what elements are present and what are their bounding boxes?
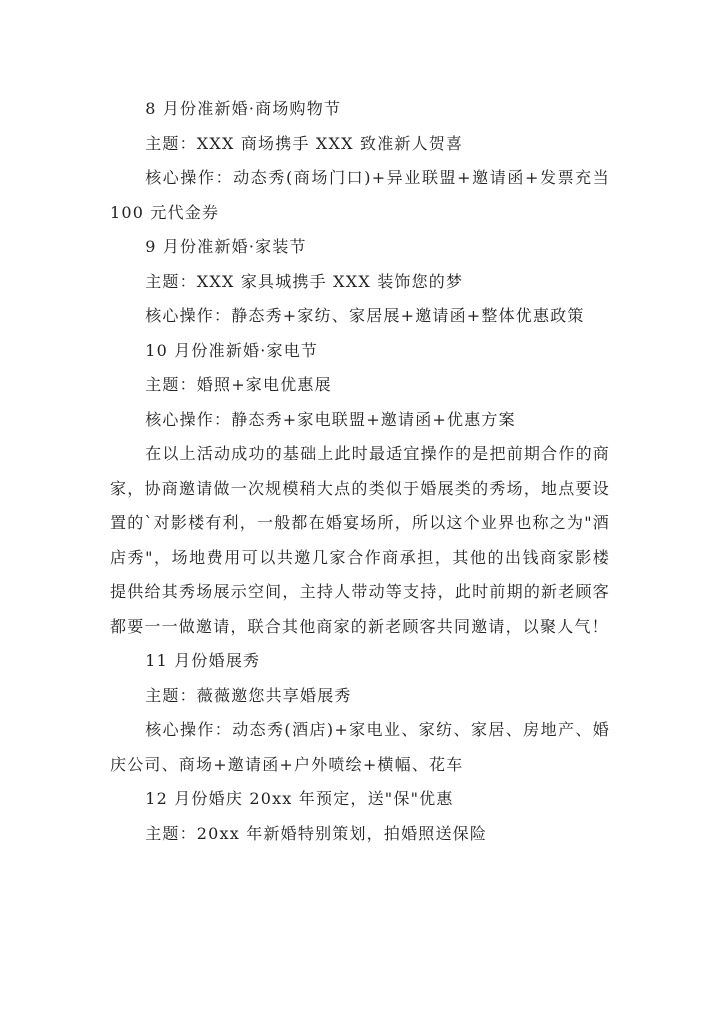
heading-august: 8 月份准新婚·商场购物节	[145, 99, 342, 118]
theme-august: 主题：XXX 商场携手 XXX 致准新人贺喜	[145, 133, 464, 153]
core-operation-november: 核心操作：动态秀(酒店)+家电业、家纺、家居、房地产、婚庆公司、商场+邀请函+户外喷绘+横幅、花车	[110, 720, 610, 774]
heading-december: 12 月份婚庆 20xx 年预定，送"保"优惠	[145, 789, 454, 808]
document-body	[110, 92, 610, 851]
heading-october: 10 月份准新婚·家电节	[145, 340, 319, 360]
core-operation-august: 核心操作：动态秀(商场门口)+异业联盟+邀请函+发票充当 100 元代金券	[110, 168, 610, 222]
core-operation-september: 核心操作：静态秀+家纺、家居展+邀请函+整体优惠政策	[145, 306, 585, 325]
body-paragraph-hotel-show: 在以上活动成功的基础上此时最适宜操作的是把前期合作的商家，协商邀请做一次规模稍大点的类似于婚展类的秀场，地点要设置的`对影楼有利，一般都在婚宴场所，所以这个业界也称之为"酒店秀"，场地费用可以共邀几家合作商承担，其他的出钱商家影楼提供给其秀场展示空间，主持人带动等支持，此时前期的新老顾客都要一一做邀请，联合其他商家的新老顾客共同邀请，以聚人气！	[110, 444, 610, 636]
heading-september: 9 月份准新婚·家装节	[145, 237, 307, 256]
theme-november: 主题：薇薇邀您共享婚展秀	[145, 685, 352, 705]
theme-december: 主题：20xx 年新婚特别策划，拍婚照送保险	[145, 823, 488, 843]
core-operation-october: 核心操作：静态秀+家电联盟+邀请函+优惠方案	[145, 409, 516, 429]
theme-september: 主题：XXX 家具城携手 XXX 装饰您的梦	[145, 271, 464, 291]
heading-november: 11 月份婚展秀	[145, 651, 261, 670]
theme-october: 主题：婚照+家电优惠展	[145, 375, 332, 394]
